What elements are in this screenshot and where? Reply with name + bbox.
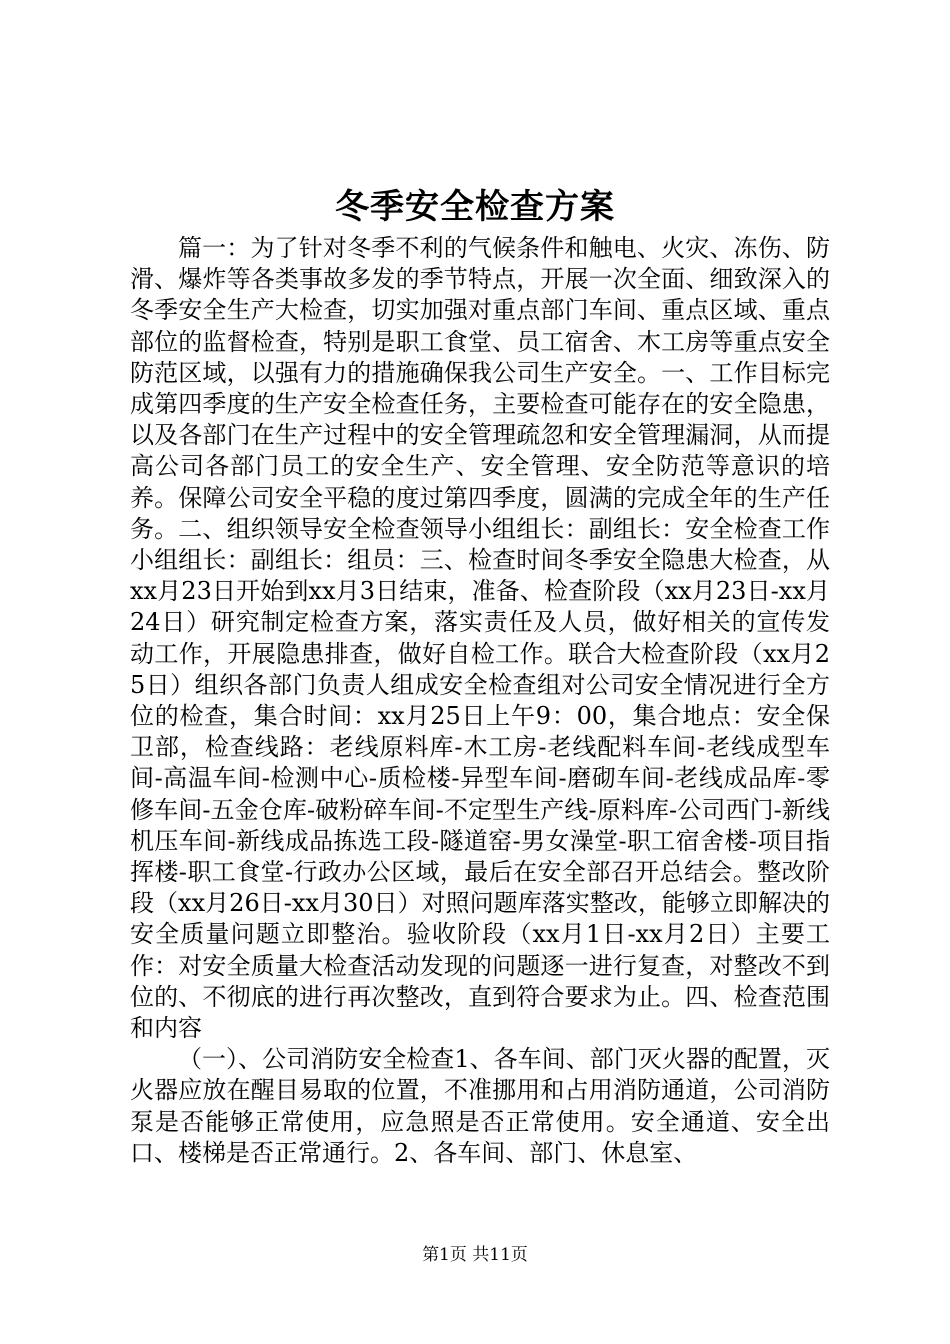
paragraph-1: 篇一：为了针对冬季不利的气候条件和触电、火灾、冻伤、防滑、爆炸等各类事故多发的季节特点，开展一次全面、细致深入的冬季安全生产大检查，切实加强对重点部门车间、重点区域、重点部位的监督检查，特别是职工食堂、员工宿舍、木工房等重点安全防范区域，以强有力的措施确保我公司生产安全。一、工作目标完成第四季度的生产安全检查任务，主要检查可能存在的安全隐患，以及各部门在生产过程中的安全管理疏忽和安全管理漏洞，从而提高公司各部门员工的安全生产、安全管理、安全防范等意识的培养。保障公司安全平稳的度过第四季度，圆满的完成全年的生产任务。二、组织领导安全检查领导小组组长：副组长：安全检查工作小组组长：副组长：组员：三、检查时间冬季安全隐患大检查，从xx月23日开始到xx月3日结束，准备、检查阶段（xx月23日-xx月24日）研究制定检查方案，落实责任及人员，做好相关的宣传发动工作，开展隐患排查，做好自检工作。联合大检查阶段（xx月25日）组织各部门负责人组成安全检查组对公司安全情况进行全方位的检查，集合时间：xx月25日上午9：00，集合地点：安全保卫部，检查线路：老线原料库-木工房-老线配料车间-老线成型车间-高温车间-检测中心-质检楼-异型车间-磨砌车间-老线成品库-零修车间-五金仓库-破粉碎车间-不定型生产线-原料库-公司西门-新线机压车间-新线成品拣选工段-隧道窑-男女澡堂-职工宿舍楼-项目指挥楼-职工食堂-行政办公区域，最后在安全部召开总结会。整改阶段（xx月26日-xx月30日）对照问题库落实整改，能够立即解决的安全质量问题立即整治。验收阶段（xx月1日-xx月2日）主要工作：对安全质量大检查活动发现的问题逐一进行复查，对整改不到位的、不彻底的进行再次整改，直到符合要求为止。四、检查范围和内容	[130, 234, 830, 1043]
paragraph-2: （一）、公司消防安全检查1、各车间、部门灭火器的配置，灭火器应放在醒目易取的位置，不准挪用和占用消防通道，公司消防泵是否能够正常使用，应急照是否正常使用。安全通道、安全出口、楼梯是否正常通行。2、各车间、部门、休息室、	[130, 1045, 830, 1167]
page-number-footer: 第1页 共11页	[422, 1245, 528, 1265]
document-title: 冬季安全检查方案	[335, 187, 615, 227]
document-body	[130, 233, 830, 1169]
